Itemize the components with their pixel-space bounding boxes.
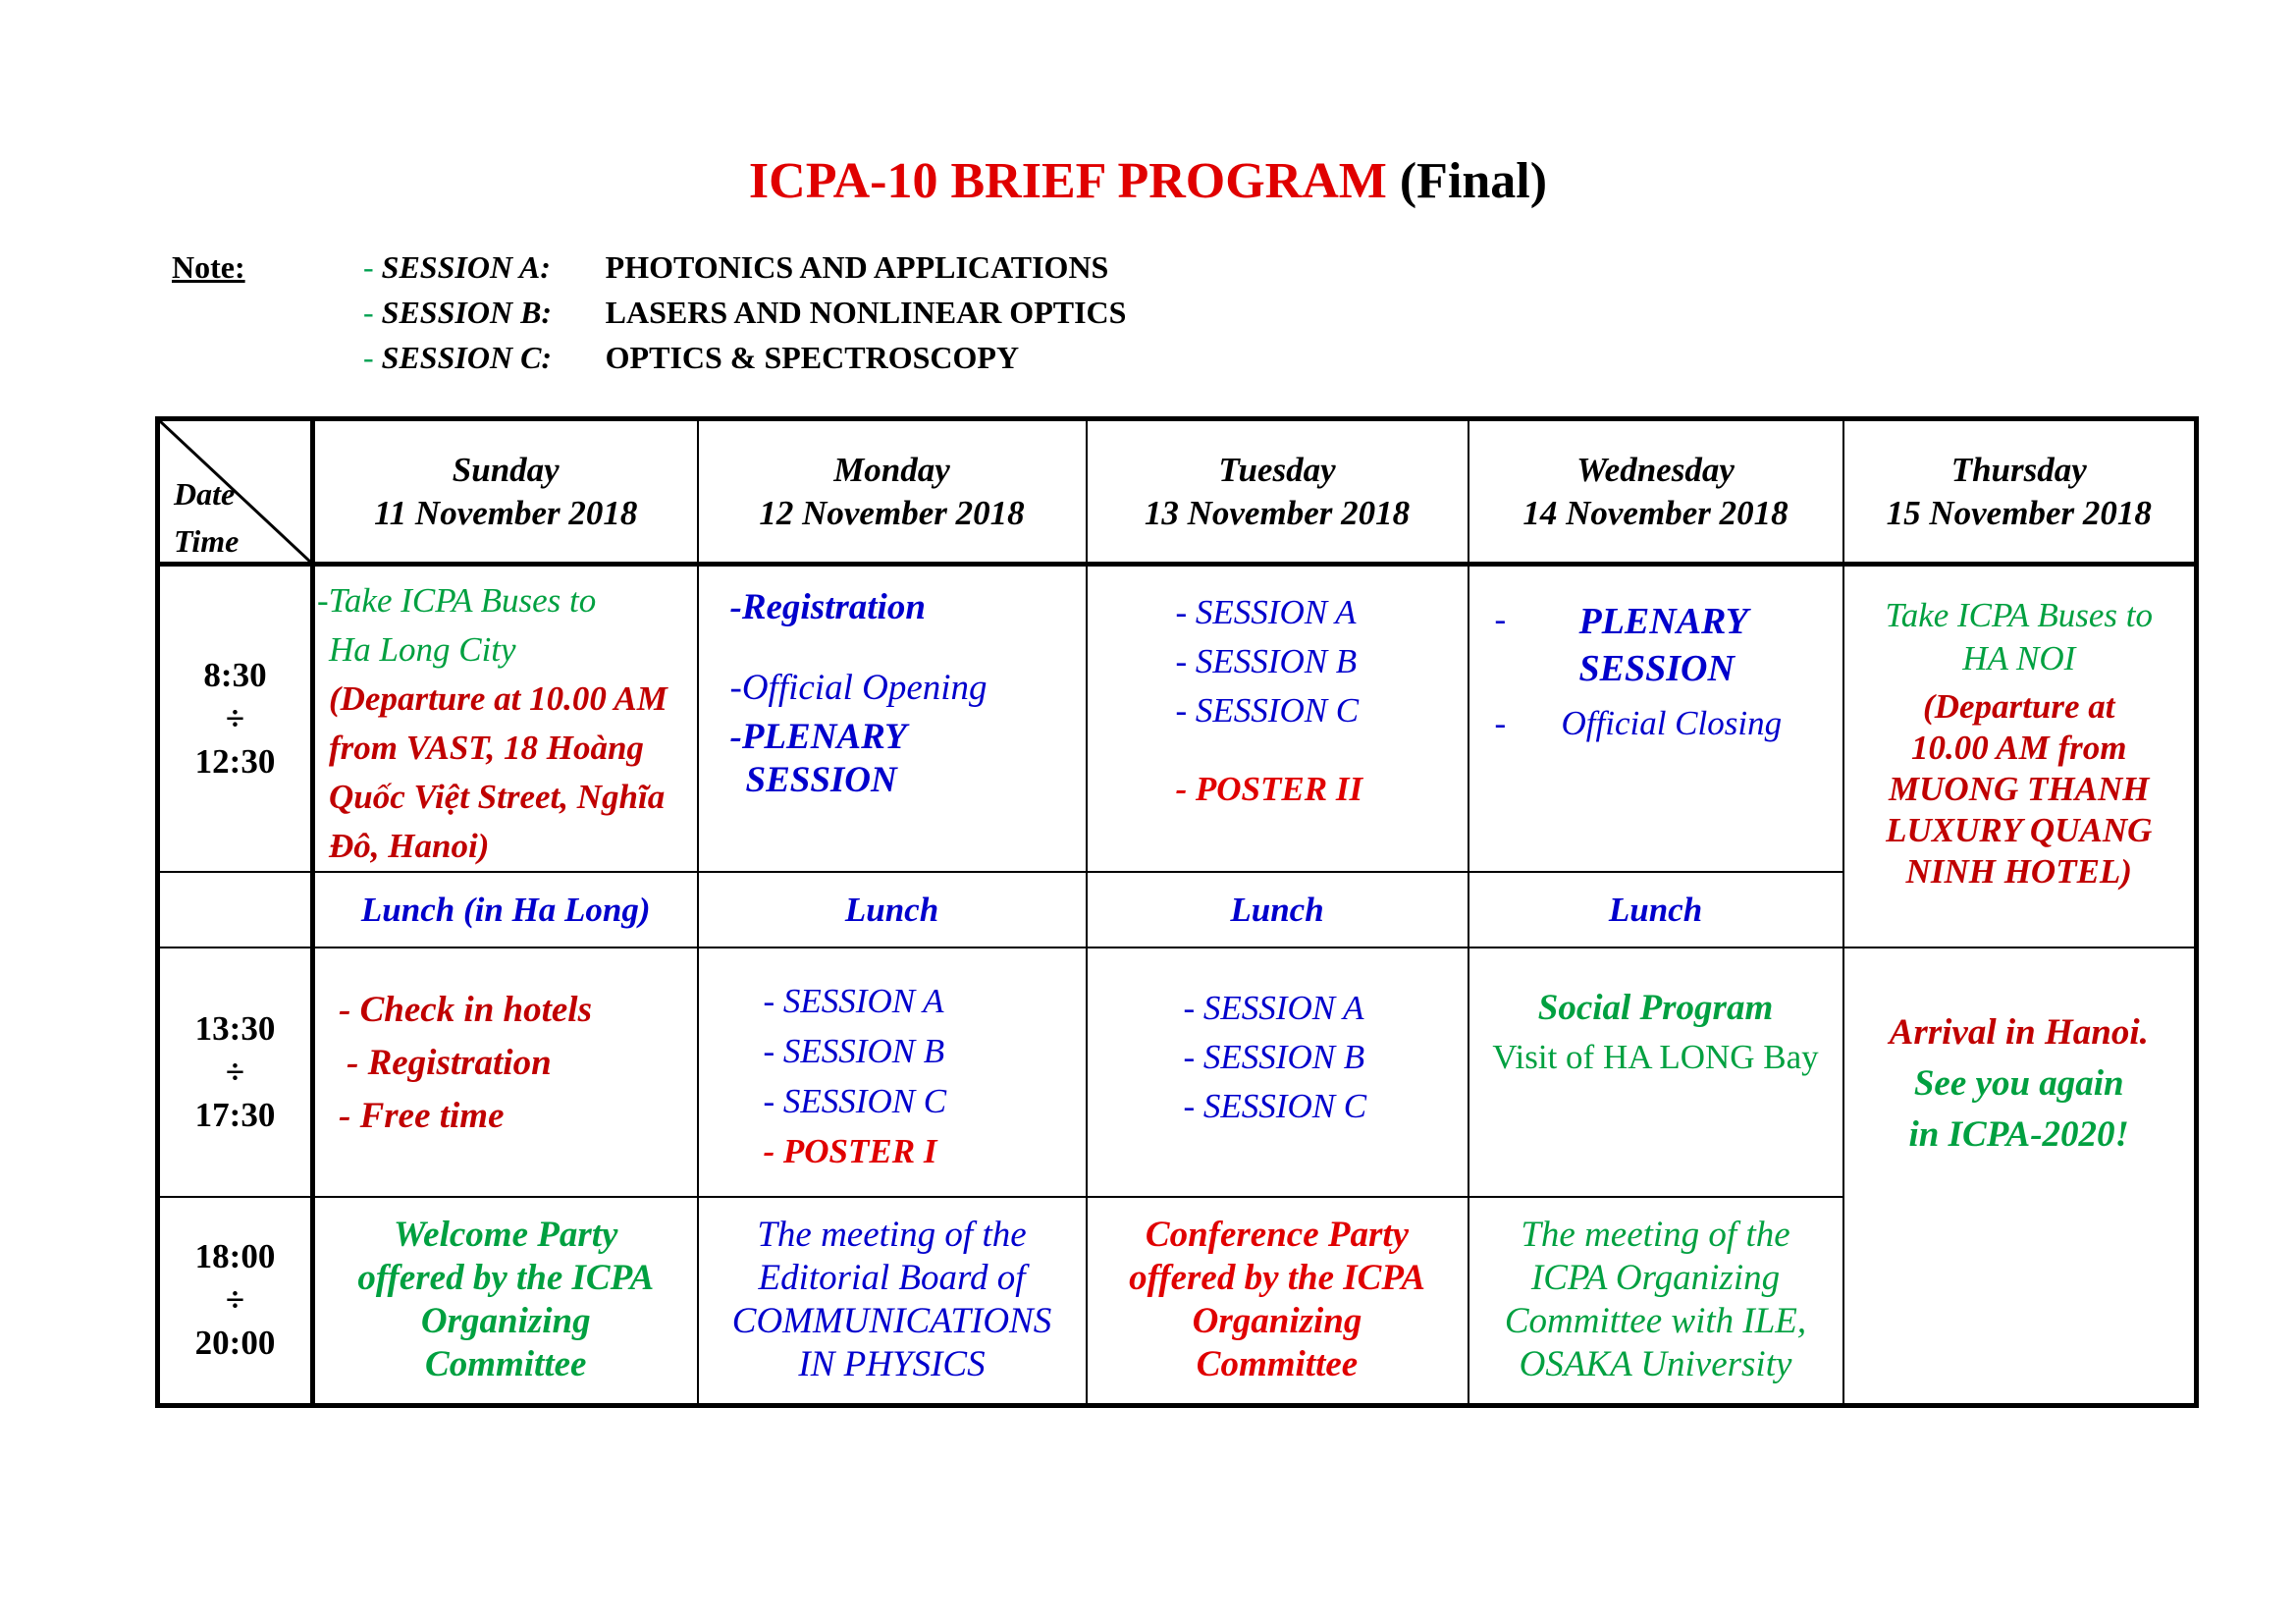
event-text: offered by the ICPA (1129, 1258, 1425, 1299)
event-text: Organizing (420, 1301, 591, 1342)
corner-date-label: Date (174, 476, 236, 512)
event-text: The meeting of the (757, 1215, 1027, 1256)
note-label: Note: (172, 249, 245, 285)
note-session-label: SESSION B: (381, 295, 553, 330)
cell-thursday-morning (1843, 565, 2197, 948)
day-header-sunday (313, 419, 698, 565)
bus-destination: Ha Long City (329, 630, 516, 669)
departure-detail: 10.00 AM from (1911, 729, 2127, 767)
departure-detail: Đô, Hanoi) (329, 827, 490, 865)
event-text: IN PHYSICS (798, 1344, 986, 1385)
event-text: Committee with ILE, (1504, 1301, 1807, 1342)
cell-wednesday-lunch: Lunch (1468, 872, 1843, 947)
title-main: ICPA-10 BRIEF PROGRAM (748, 153, 1387, 209)
note-session-desc: OPTICS & SPECTROSCOPY (605, 340, 1020, 375)
day-header-thursday (1843, 419, 2197, 565)
departure-detail: (Departure at 10.00 AM (329, 679, 667, 718)
farewell-text: in ICPA-2020! (1908, 1114, 2129, 1155)
event-text: Organizing (1192, 1301, 1362, 1342)
session-item: - SESSION B (763, 1032, 945, 1070)
cell-monday-lunch: Lunch (698, 872, 1087, 947)
session-item: - SESSION A (763, 982, 944, 1020)
cell-wednesday-evening (1468, 1197, 1843, 1405)
day-date: 11 November 2018 (374, 493, 638, 532)
morning-row (158, 565, 2197, 873)
event-text: Conference Party (1145, 1215, 1410, 1256)
social-program-title: Social Program (1537, 988, 1774, 1028)
plenary-text: PLENARY (1578, 601, 1748, 642)
cell-tuesday-lunch: Lunch (1087, 872, 1468, 947)
event-text: Welcome Party (394, 1215, 618, 1256)
session-item: - SESSION C (763, 1082, 947, 1120)
event-text: Committee (1196, 1344, 1359, 1385)
activity-item: - Check in hotels (339, 990, 592, 1030)
plenary-text: SESSION (1578, 648, 1735, 689)
event-text: Committee (425, 1344, 587, 1385)
time-end: 12:30 (194, 742, 276, 781)
title-suffix: (Final) (1399, 153, 1548, 209)
departure-detail: (Departure at (1923, 687, 2115, 726)
page-title (0, 152, 2296, 210)
note-session-desc: LASERS AND NONLINEAR OPTICS (605, 295, 1127, 330)
cell-wednesday-afternoon (1468, 947, 1843, 1197)
day-name: Sunday (452, 450, 560, 489)
poster-item: - POSTER I (763, 1132, 937, 1170)
cell-monday-evening (698, 1197, 1087, 1405)
day-name: Monday (833, 450, 950, 489)
departure-detail: NINH HOTEL) (1905, 852, 2132, 891)
time-start: 18:00 (194, 1237, 276, 1276)
time-divider: ÷ (225, 1280, 245, 1320)
note-dash: - (363, 340, 374, 375)
activity-item: - Registration (347, 1043, 552, 1083)
session-item: - SESSION C (1183, 1087, 1367, 1125)
opening-item: -Official Opening (729, 668, 988, 708)
plenary-item: SESSION (745, 760, 897, 800)
day-header-monday (698, 419, 1087, 565)
departure-detail: Quốc Việt Street, Nghĩa (329, 778, 666, 816)
farewell-text: See you again (1913, 1063, 2124, 1104)
event-text: Editorial Board of (758, 1258, 1026, 1299)
departure-detail: MUONG THANH (1889, 770, 2150, 808)
note-session-label: SESSION A: (381, 249, 551, 285)
time-end: 20:00 (194, 1324, 276, 1363)
day-date: 13 November 2018 (1144, 493, 1411, 532)
session-item: - SESSION A (1175, 593, 1357, 631)
date-time-corner-cell (158, 419, 313, 565)
cell-monday-morning (698, 565, 1087, 873)
session-item: - SESSION B (1183, 1038, 1365, 1076)
day-name: Tuesday (1218, 450, 1336, 489)
cell-wednesday-morning (1468, 565, 1843, 873)
activity-item: - Free time (339, 1096, 505, 1136)
arrival-text: Arrival in Hanoi. (1889, 1012, 2149, 1053)
note-item-a (363, 249, 1108, 295)
bus-destination: HA NOI (1962, 639, 2076, 677)
session-item: - SESSION B (1175, 642, 1358, 680)
list-dash: - (1494, 704, 1507, 742)
cell-sunday-morning (313, 565, 698, 873)
day-header-tuesday (1087, 419, 1468, 565)
note-session-desc: PHOTONICS AND APPLICATIONS (605, 249, 1109, 285)
day-name: Thursday (1950, 450, 2087, 489)
cell-tuesday-morning (1087, 565, 1468, 873)
cell-sunday-evening (313, 1197, 698, 1405)
event-text: The meeting of the (1521, 1215, 1790, 1256)
time-evening (158, 1197, 313, 1405)
departure-detail: LUXURY QUANG (1886, 811, 2153, 849)
note-session-label: SESSION C: (381, 340, 553, 375)
cell-sunday-lunch: Lunch (in Ha Long) (313, 872, 698, 947)
day-date: 14 November 2018 (1522, 493, 1789, 532)
session-item: - SESSION C (1175, 691, 1360, 730)
day-header-wednesday (1468, 419, 1843, 565)
event-text: offered by the ICPA (357, 1258, 655, 1299)
event-text: COMMUNICATIONS (731, 1301, 1052, 1342)
corner-time-label: Time (174, 523, 240, 559)
event-text: OSAKA University (1519, 1344, 1792, 1385)
time-start: 8:30 (203, 656, 267, 694)
note-item-c (363, 340, 1019, 385)
table-header-row (158, 419, 2197, 565)
time-start: 13:30 (194, 1009, 276, 1048)
day-date: 12 November 2018 (759, 493, 1025, 532)
time-divider: ÷ (225, 1053, 245, 1091)
registration-item: -Registration (729, 587, 926, 627)
bus-text: -Take ICPA Buses to (317, 581, 597, 620)
cell-monday-afternoon (698, 947, 1087, 1197)
cell-sunday-afternoon (313, 947, 698, 1197)
closing-text: Official Closing (1561, 704, 1783, 742)
note-dash: - (363, 249, 374, 285)
program-table (155, 416, 2199, 1408)
note-dash: - (363, 295, 374, 330)
poster-item: - POSTER II (1175, 770, 1363, 808)
cell-thursday-afternoon (1843, 947, 2197, 1405)
departure-detail: from VAST, 18 Hoàng (329, 729, 644, 767)
afternoon-row (158, 947, 2197, 1197)
plenary-item: -PLENARY (729, 717, 907, 757)
social-program-detail: Visit of HA LONG Bay (1492, 1038, 1819, 1076)
cell-tuesday-afternoon (1087, 947, 1468, 1197)
cell-tuesday-evening (1087, 1197, 1468, 1405)
time-morning (158, 565, 313, 873)
session-item: - SESSION A (1183, 989, 1364, 1027)
event-text: ICPA Organizing (1530, 1258, 1781, 1299)
list-dash: - (1494, 600, 1507, 638)
time-end: 17:30 (194, 1096, 276, 1134)
bus-text: Take ICPA Buses to (1885, 596, 2154, 634)
note-item-b (363, 295, 1126, 340)
day-date: 15 November 2018 (1886, 493, 2152, 532)
time-afternoon (158, 947, 313, 1197)
day-name: Wednesday (1576, 450, 1735, 489)
time-lunch (158, 872, 313, 947)
time-divider: ÷ (225, 699, 245, 737)
